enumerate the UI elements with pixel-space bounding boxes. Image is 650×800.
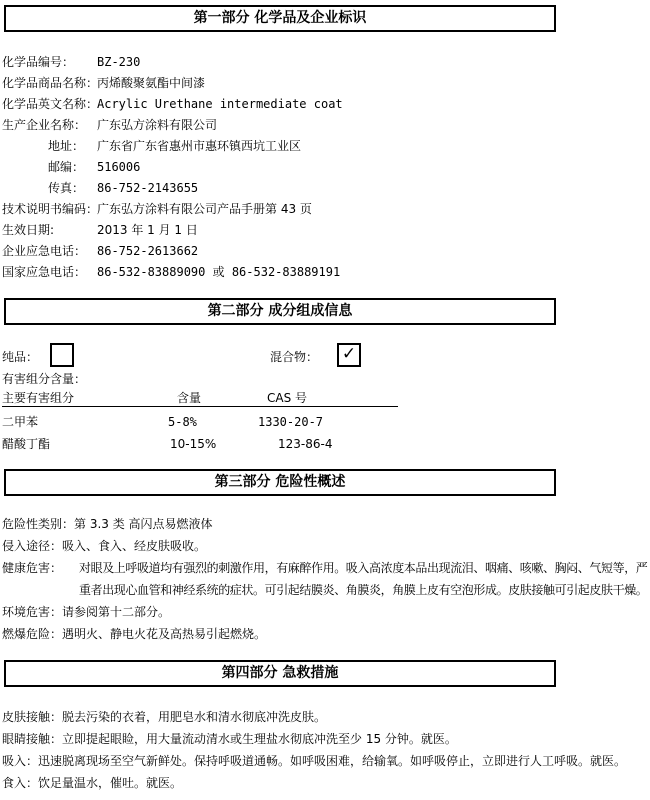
field-label: 传真：: [48, 181, 85, 195]
component-cas: 123-86-4: [278, 437, 333, 451]
component-content: 5-8%: [168, 415, 197, 429]
section3-header: 第三部分 危险性概述: [4, 469, 556, 496]
field-address: [0, 136, 650, 157]
item-label: 食入：: [2, 776, 39, 790]
field-value: BZ-230: [97, 55, 141, 69]
section4-header: 第四部分 急救措施: [4, 660, 556, 687]
item-text: 遇明火、静电火花及高热易引起燃烧。: [62, 627, 267, 641]
field-label: 生产企业名称：: [2, 118, 87, 132]
entry-route-item: [2, 535, 648, 557]
item-label: 危险性类别：: [2, 517, 75, 531]
item-label: 吸入：: [2, 754, 39, 768]
explosion-hazard-item: [2, 623, 648, 645]
field-label: 企业应急电话：: [2, 244, 87, 258]
field-english-name: [0, 94, 650, 115]
section4-body: [2, 706, 648, 794]
ingestion-item: [2, 772, 648, 794]
section1-header: 第一部分 化学品及企业标识: [4, 5, 556, 32]
item-label: 健康危害：: [2, 561, 63, 575]
item-label: 侵入途径：: [2, 539, 63, 553]
field-value: 86-752-2613662: [97, 244, 199, 258]
pure-label: 纯品：: [2, 350, 39, 364]
field-fax: [0, 178, 650, 199]
item-label: 眼睛接触：: [2, 732, 63, 746]
component-name: 醋酸丁酯: [2, 437, 51, 451]
col-content: 含量: [177, 391, 202, 405]
mixture-label: 混合物：: [270, 350, 319, 364]
component-cas: 1330-20-7: [258, 415, 324, 429]
item-label: 燃爆危险：: [2, 627, 63, 641]
item-label: 环境危害：: [2, 605, 63, 619]
field-label: 技术说明书编码：: [2, 202, 99, 216]
env-hazard-item: [2, 601, 648, 623]
composition-table-header: [2, 391, 398, 407]
item-text: 第 3.3 类 高闪点易燃液体: [74, 517, 213, 531]
field-label: 化学品商品名称：: [2, 76, 99, 90]
item-text: 请参阅第十二部分。: [62, 605, 171, 619]
field-value: 丙烯酸聚氨酯中间漆: [97, 76, 206, 90]
field-value: 86-752-2143655: [97, 181, 199, 195]
field-label: 化学品英文名称：: [2, 97, 99, 111]
field-label: 邮编：: [48, 160, 85, 174]
field-national-emergency-phone: [0, 262, 650, 283]
field-value: 广东弘方涂料有限公司: [97, 118, 218, 132]
field-value: 516006: [97, 160, 141, 174]
component-row: [2, 411, 398, 433]
field-value: 广东弘方涂料有限公司产品手册第 43 页: [97, 202, 312, 216]
item-text: 迅速脱离现场至空气新鲜处。保持呼吸道通畅。如呼吸困难，给输氧。如呼吸停止，立即进行人工呼吸。就医。: [38, 754, 627, 768]
field-value: Acrylic Urethane intermediate coat: [97, 97, 343, 111]
field-product-name: [0, 73, 650, 94]
hazard-class-item: [2, 513, 648, 535]
field-label: 地址：: [48, 139, 85, 153]
mixture-checkbox[interactable]: [337, 343, 361, 367]
field-postcode: [0, 157, 650, 178]
component-content: 10-15%: [170, 437, 217, 451]
field-label: 生效日期:: [2, 223, 55, 237]
field-effective-date: [0, 220, 650, 241]
item-label: 皮肤接触：: [2, 710, 63, 724]
section3-body: [2, 513, 648, 645]
field-chemical-code: [0, 52, 650, 73]
item-text: 对眼及上呼吸道均有强烈的刺激作用，有麻醉作用。吸入高浓度本品出现流泪、咽痛、咳嗽、胸闷、气短等，严重者出现心血管和神经系统的症状。可引起结膜炎、角膜炎，角膜上皮有空泡形成。皮肤接触可引起皮肤干燥。: [79, 561, 648, 597]
item-text: 脱去污染的衣着，用肥皂水和清水彻底冲洗皮肤。: [62, 710, 327, 724]
inhalation-item: [2, 750, 648, 772]
skin-contact-item: [2, 706, 648, 728]
item-text: 饮足量温水，催吐。就医。: [38, 776, 183, 790]
field-company-emergency-phone: [0, 241, 650, 262]
field-label: 化学品编号：: [2, 55, 75, 69]
field-tech-doc-code: [0, 199, 650, 220]
section1-fields: [0, 52, 650, 283]
item-text: 立即提起眼睑，用大量流动清水或生理盐水彻底冲洗至少 15 分钟。就医。: [62, 732, 457, 746]
composition-type-row: [0, 343, 650, 369]
eye-contact-item: [2, 728, 648, 750]
field-manufacturer: [0, 115, 650, 136]
field-value: 86-532-83889090 或 86-532-83889191: [97, 265, 341, 279]
field-value: 广东省广东省惠州市惠环镇西坑工业区: [97, 139, 302, 153]
component-row: [2, 433, 398, 455]
field-value: 2013 年 1 月 1 日: [97, 223, 198, 237]
col-component: 主要有害组分: [2, 391, 75, 405]
check-icon: ✓: [341, 344, 357, 364]
item-text: 吸入、食入、经皮肤吸收。: [62, 539, 207, 553]
section2-header: 第二部分 成分组成信息: [4, 298, 556, 325]
field-label: 国家应急电话：: [2, 265, 87, 279]
health-hazard-item: [2, 557, 648, 601]
col-cas: CAS 号: [267, 391, 308, 405]
component-name: 二甲苯: [2, 415, 39, 429]
composition-table: [2, 391, 398, 455]
hazard-content-label: 有害组分含量：: [2, 372, 87, 386]
pure-checkbox[interactable]: [50, 343, 74, 367]
